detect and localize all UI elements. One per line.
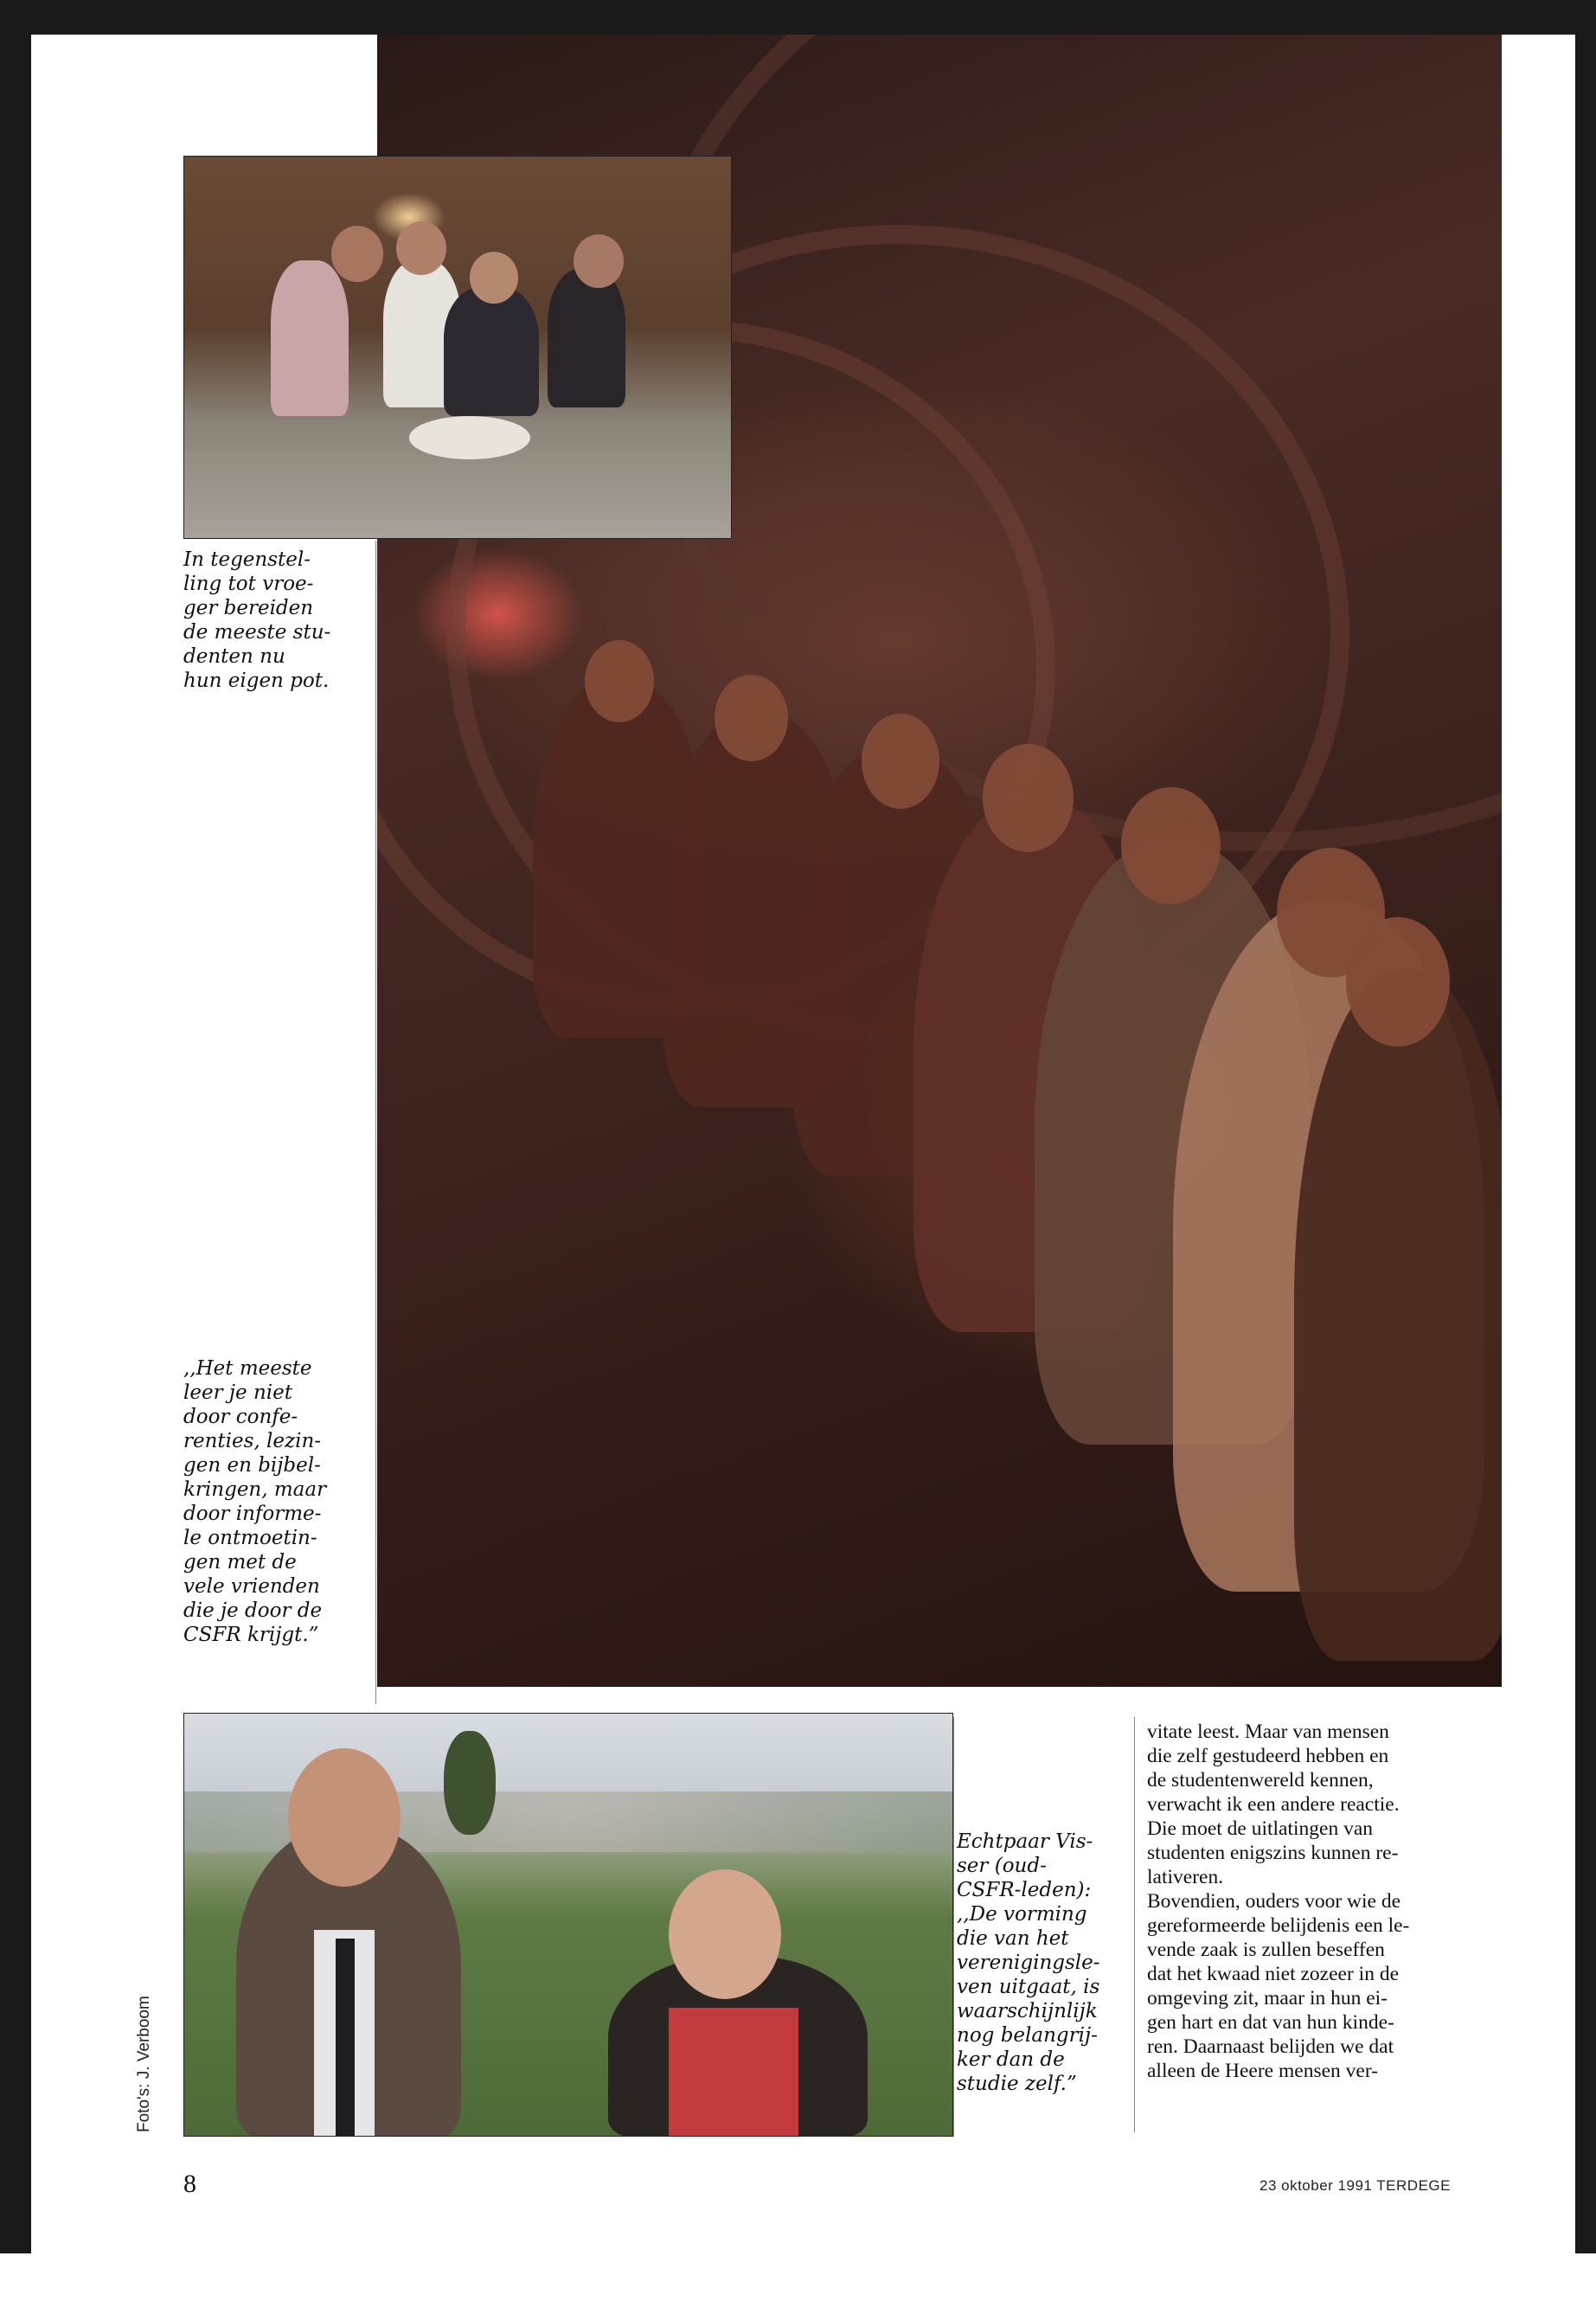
couple-photo bbox=[183, 1713, 953, 2137]
pull-quote: ,,Het meeste leer je niet door confe- renties, lezin- gen en bijbel- kringen, maar door informe- le ontmoetin- gen met de vele vrienden die je door de CSFR krijgt.” bbox=[183, 1357, 327, 1646]
page-number: 8 bbox=[183, 2170, 196, 2198]
photo-credit: Foto's: J. Verboom bbox=[135, 1996, 153, 2132]
column-divider bbox=[1134, 1717, 1135, 2132]
magazine-page bbox=[31, 35, 1536, 2253]
scan-margin bbox=[0, 2253, 1596, 2301]
page-edge bbox=[1536, 35, 1575, 2253]
column-divider bbox=[953, 1717, 954, 2137]
article-body-text: vitate leest. Maar van mensen die zelf gestudeerd hebben en de studentenwereld kennen, verwacht ik een andere reactie. Die moet de uitlatingen van studenten enigszins kunnen re- lativeren. Bovendien, ouders voor wie de gereformeerde belijdenis een le- vende zaak is zullen beseffen dat het kwaad niet zozeer in de omgeving zit, maar in hun ei- gen hart en dat van hun kinde- ren. Daarnaast belijden we dat alleen de Heere mensen ver- bbox=[1147, 1721, 1410, 2082]
dinner-photo-caption: In tegenstel- ling tot vroe- ger bereiden de meeste stu- denten nu hun eigen pot. bbox=[183, 548, 331, 692]
couple-photo-caption: Echtpaar Vis- ser (oud- CSFR-leden): ,,De vorming die van het verenigingsle- ven uitgaat, is waarschijnlijk nog belangrij- ker dan de studie zelf.” bbox=[957, 1830, 1100, 2095]
student-dinner-photo bbox=[183, 156, 732, 539]
issue-footer: 23 oktober 1991 TERDEGE bbox=[1259, 2177, 1451, 2194]
